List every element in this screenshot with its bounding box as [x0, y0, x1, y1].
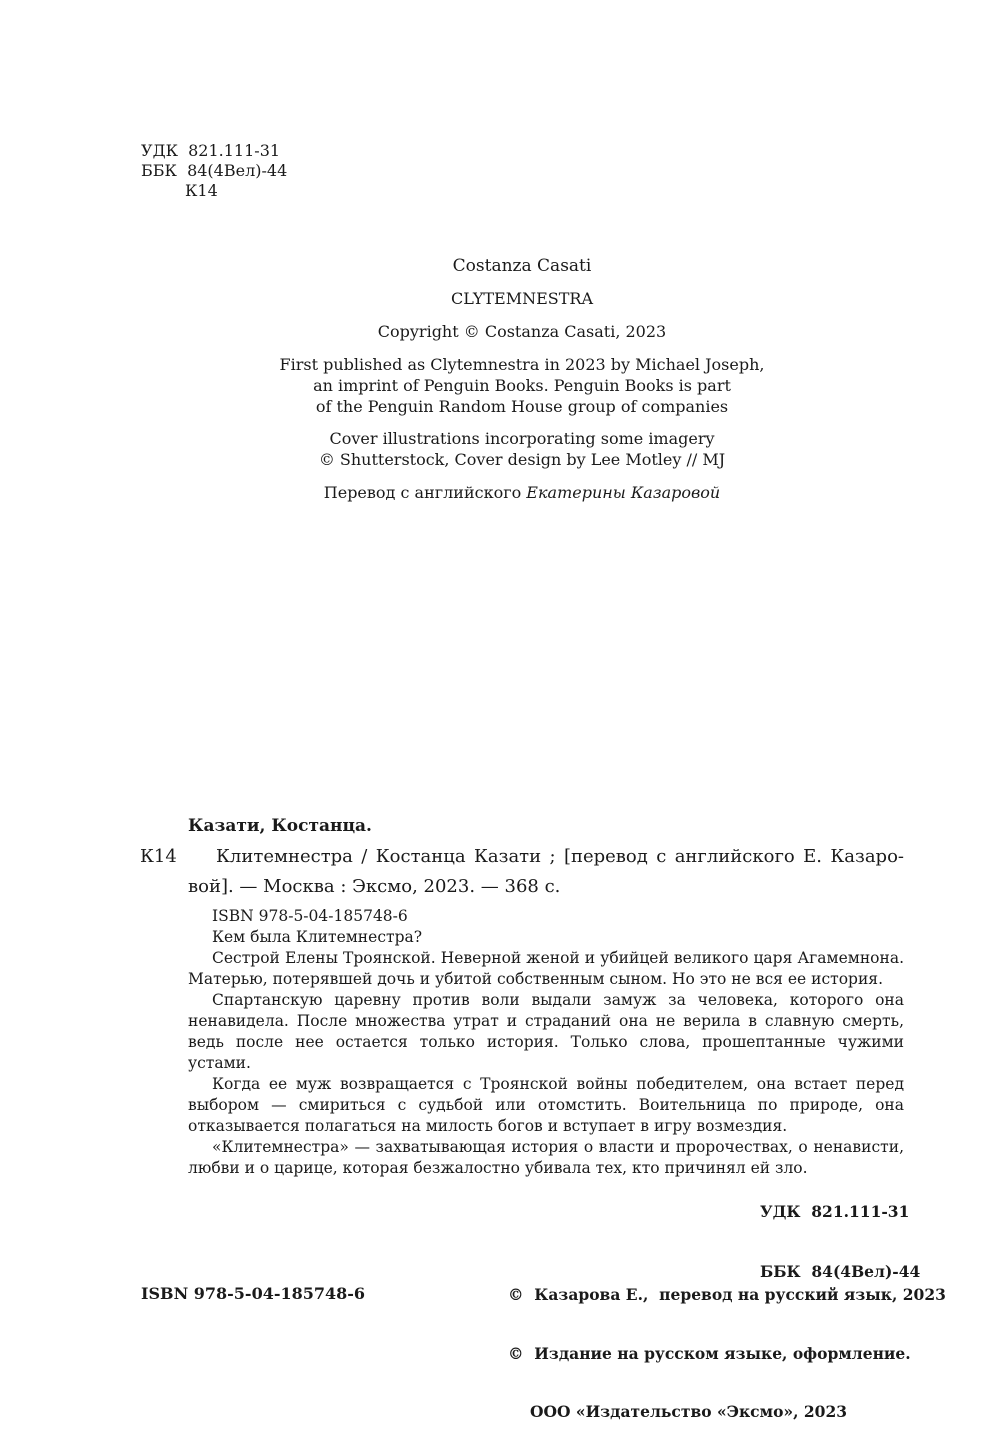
udk-code: УДК 821.111-31	[141, 141, 281, 160]
publication-line: First published as Clytemnestra in 2023 by Michael Joseph,	[279, 355, 765, 374]
card-isbn: ISBN 978-5-04-185748-6	[212, 907, 408, 925]
footer-isbn: ISBN 978-5-04-185748-6	[141, 1284, 366, 1303]
footer-copyrights	[508, 1246, 946, 1441]
annotation-paragraph: «Клитемнестра» — захватывающая история о власти и пророчествах, о ненависти, любви и о царице, которая безжалостно убивала тех, кто причинял ей зло.	[188, 1138, 904, 1177]
bbk-code: ББК 84(4Вел)-44	[141, 161, 288, 180]
copyright-line: © Издание на русском языке, оформление.	[508, 1343, 911, 1363]
cover-line: Cover illustrations incorporating some imagery	[329, 429, 715, 448]
original-title: CLYTEMNESTRA	[450, 289, 594, 308]
author-mark: К14	[185, 181, 218, 200]
copyright-line: © Казарова Е., перевод на русский язык, 2023	[508, 1285, 946, 1304]
entry-line: Клитемнестра / Костанца Казати ; [перевод с английского Е. Казаро-	[216, 846, 904, 867]
original-author: Costanza Casati	[452, 256, 592, 276]
cover-line: © Shutterstock, Cover design by Lee Motley // MJ	[318, 450, 726, 469]
card-code: К14	[140, 846, 177, 867]
translation-prefix: Перевод с английского	[323, 483, 527, 502]
translator-name: Екатерины Казаровой	[526, 483, 721, 502]
cover-credits	[150, 428, 894, 470]
card-heading: Казати, Костанца.	[188, 816, 372, 836]
annotation-paragraph: Спартанскую царевну против воли выдали замуж за человека, которого она ненавидела. После множества утрат и страданий она не верила в славную смерть, ведь после нее остается только история. Только слова, прошептанные чужими устами.	[188, 991, 904, 1072]
classification-codes-top	[141, 141, 287, 201]
card-udk: УДК 821.111-31	[760, 1202, 910, 1221]
annotation-paragraph: Когда ее муж возвращается с Троянской войны победителем, она встает перед выбором — смириться с судьбой или отомстить. Воительница по природе, она отказывается полагаться на милость богов и вступает в игру возмездия.	[188, 1075, 904, 1135]
entry-line: вой]. — Москва : Эксмо, 2023. — 368 с.	[188, 876, 561, 897]
bibliographic-entry	[140, 842, 904, 902]
publication-line: of the Penguin Random House group of companies	[315, 397, 729, 416]
publication-line: an imprint of Penguin Books. Penguin Books is part	[313, 376, 731, 395]
publication-info	[150, 354, 894, 417]
copyright-line: ООО «Издательство «Эксмо», 2023	[530, 1402, 848, 1421]
catalog-card	[140, 816, 904, 1179]
card-question: Кем была Клитемнестра?	[212, 928, 423, 946]
annotation-paragraph: Сестрой Елены Троянской. Неверной женой и убийцей великого царя Агамемнона. Матерью, потерявшей дочь и убитой собственным сыном. Но это не вся ее история.	[188, 949, 904, 988]
translation-credit	[150, 482, 894, 503]
card-bbk: ББК 84(4Вел)-44	[760, 1262, 921, 1281]
copyright-line: Copyright © Costanza Casati, 2023	[377, 322, 667, 341]
card-annotation	[140, 906, 904, 1179]
